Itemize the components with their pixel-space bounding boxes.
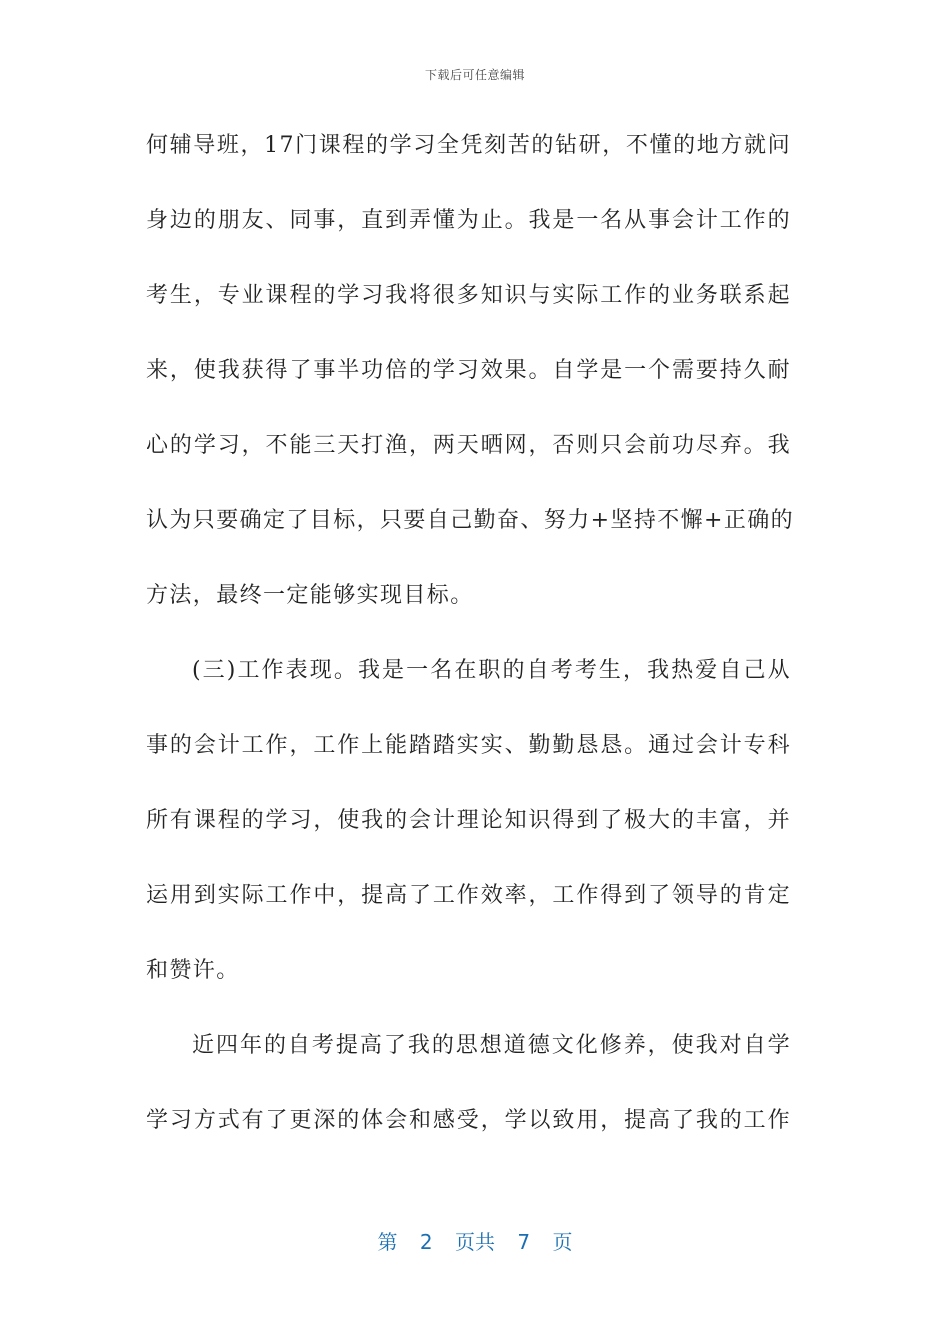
footer-total-pages: 7 bbox=[517, 1230, 531, 1254]
text-line: 近四年的自考提高了我的思想道德文化修养，使我对自学 bbox=[192, 1033, 791, 1058]
text-line: 方法，最终一定能够实现目标。 bbox=[146, 583, 474, 608]
text-line: 事的会计工作，工作上能踏踏实实、勤勤恳恳。通过会计专科 bbox=[146, 733, 791, 758]
footer-label-di: 第 bbox=[377, 1230, 398, 1254]
footer-label-ye: 页 bbox=[552, 1230, 573, 1254]
text-line: 认为只要确定了目标，只要自己勤奋、努力+坚持不懈+正确的 bbox=[146, 508, 795, 533]
page-footer bbox=[0, 1226, 950, 1255]
text-line: 运用到实际工作中，提高了工作效率，工作得到了领导的肯定 bbox=[146, 883, 791, 908]
text-line: (三)工作表现。我是一名在职的自考考生，我热爱自己从 bbox=[192, 658, 791, 683]
header-note: 下载后可任意编辑 bbox=[424, 68, 525, 82]
text-line: 所有课程的学习，使我的会计理论知识得到了极大的丰富，并 bbox=[146, 808, 791, 833]
text-line: 学习方式有了更深的体会和感受，学以致用，提高了我的工作 bbox=[146, 1108, 791, 1133]
footer-current-page: 2 bbox=[419, 1230, 433, 1254]
text-line: 来，使我获得了事半功倍的学习效果。自学是一个需要持久耐 bbox=[146, 358, 791, 383]
text-line: 何辅导班，17门课程的学习全凭刻苦的钻研，不懂的地方就问 bbox=[146, 133, 791, 158]
text-line: 和赞许。 bbox=[146, 958, 240, 983]
document-body bbox=[146, 108, 795, 1158]
text-line: 考生，专业课程的学习我将很多知识与实际工作的业务联系起 bbox=[146, 283, 791, 308]
text-line: 心的学习，不能三天打渔，两天晒网，否则只会前功尽弃。我 bbox=[146, 433, 791, 458]
footer-label-ye-gong: 页共 bbox=[455, 1230, 495, 1254]
text-line: 身边的朋友、同事，直到弄懂为止。我是一名从事会计工作的 bbox=[146, 208, 791, 233]
